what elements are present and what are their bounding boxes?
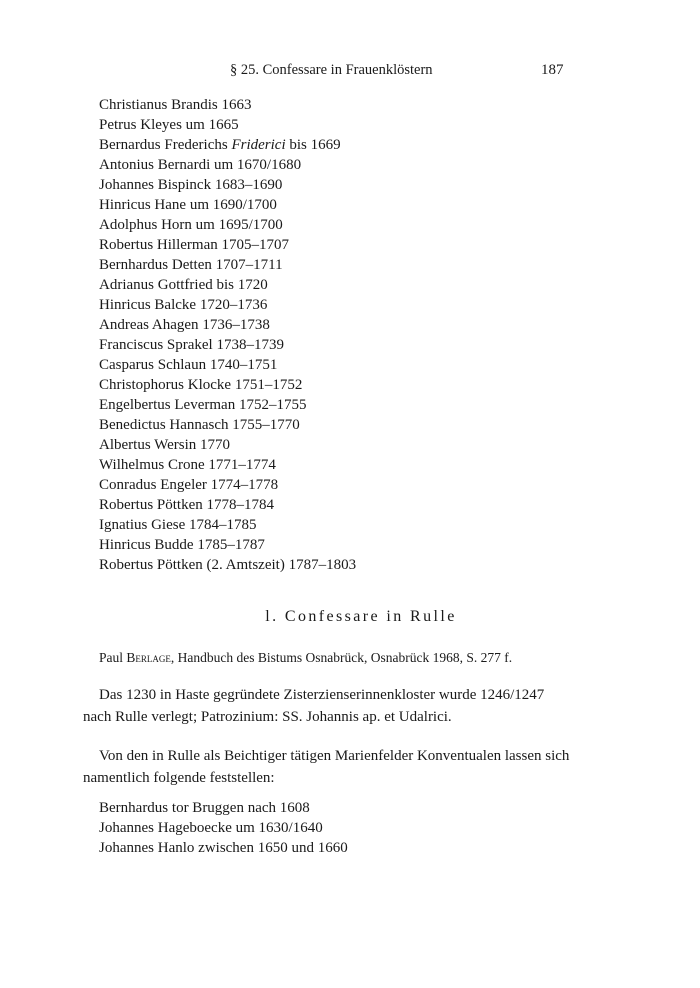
list-item: Bernhardus Detten 1707–1711 bbox=[99, 257, 283, 273]
list-item: Johannes Hageboecke um 1630/1640 bbox=[99, 820, 323, 836]
list-item: Conradus Engeler 1774–1778 bbox=[99, 477, 279, 493]
list-item: Hinricus Hane um 1690/1700 bbox=[99, 197, 277, 213]
list-item: Johannes Bispinck 1683–1690 bbox=[99, 177, 283, 193]
list-item: Ignatius Giese 1784–1785 bbox=[99, 517, 257, 533]
confessor-list-rulle bbox=[99, 798, 348, 858]
list-item: Antonius Bernardi um 1670/1680 bbox=[99, 157, 302, 173]
list-item: Casparus Schlaun 1740–1751 bbox=[99, 357, 278, 373]
author-name: Berlage bbox=[126, 650, 171, 665]
list-item: Bernardus Frederichs Friderici bis 1669 bbox=[99, 137, 341, 153]
list-item: Robertus Pöttken (2. Amtszeit) 1787–1803 bbox=[99, 557, 357, 573]
list-item: Adolphus Horn um 1695/1700 bbox=[99, 217, 283, 233]
list-item: Adrianus Gottfried bis 1720 bbox=[99, 277, 268, 293]
list-item: Engelbertus Leverman 1752–1755 bbox=[99, 397, 307, 413]
list-item: Wilhelmus Crone 1771–1774 bbox=[99, 457, 276, 473]
section-heading: l. Confessare in Rulle bbox=[265, 608, 457, 625]
list-item: Christophorus Klocke 1751–1752 bbox=[99, 377, 303, 393]
confessor-list-main bbox=[99, 95, 356, 575]
running-head bbox=[0, 62, 700, 82]
list-item: Christianus Brandis 1663 bbox=[99, 97, 252, 113]
list-item: Johannes Hanlo zwischen 1650 und 1660 bbox=[99, 840, 348, 856]
list-item: Franciscus Sprakel 1738–1739 bbox=[99, 337, 284, 353]
list-item: Robertus Hillerman 1705–1707 bbox=[99, 237, 289, 253]
list-item: Robertus Pöttken 1778–1784 bbox=[99, 497, 274, 513]
list-item: Hinricus Budde 1785–1787 bbox=[99, 537, 265, 553]
list-item: Bernhardus tor Bruggen nach 1608 bbox=[99, 800, 310, 816]
bibliography-reference: Paul Berlage, Handbuch des Bistums Osnabrück, Osnabrück 1968, S. 277 f. bbox=[99, 650, 513, 665]
running-title: § 25. Confessare in Frauenklöstern bbox=[230, 62, 433, 78]
list-item: Petrus Kleyes um 1665 bbox=[99, 117, 239, 133]
list-item: Benedictus Hannasch 1755–1770 bbox=[99, 417, 300, 433]
italic-alias: Friderici bbox=[231, 137, 286, 153]
body-paragraph: Das 1230 in Haste gegründete Zisterzienserinnenkloster wurde 1246/1247 nach Rulle verlegt; Patrozinium: SS. Johannis ap. et Udalrici. bbox=[83, 687, 545, 725]
page-number: 187 bbox=[541, 62, 564, 78]
list-item: Andreas Ahagen 1736–1738 bbox=[99, 317, 270, 333]
list-item: Hinricus Balcke 1720–1736 bbox=[99, 297, 268, 313]
body-paragraph: Von den in Rulle als Beichtiger tätigen Marienfelder Konventualen lassen sich namentlich folgende feststellen: bbox=[83, 748, 570, 786]
list-item: Albertus Wersin 1770 bbox=[99, 437, 231, 453]
